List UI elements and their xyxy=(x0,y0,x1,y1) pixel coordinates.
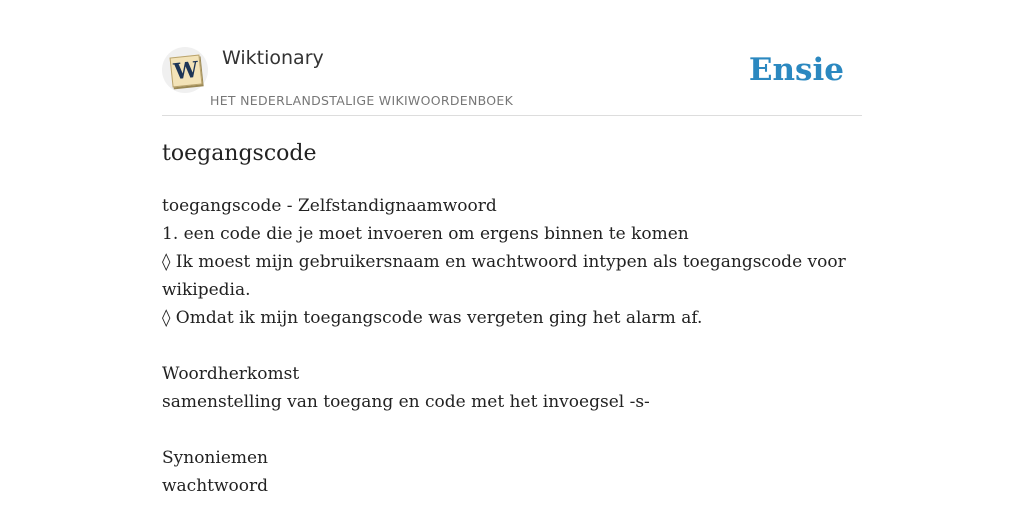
etymology-label: Woordherkomst xyxy=(162,364,300,384)
entry-title: toegangscode xyxy=(162,141,317,166)
entry-content xyxy=(162,192,862,500)
site-title[interactable]: Wiktionary xyxy=(222,47,324,69)
spacer xyxy=(162,332,862,360)
synonyms-text: wachtwoord xyxy=(162,476,269,496)
synonyms-label: Synoniemen xyxy=(162,448,269,468)
example-sentence-2: ◊ Omdat ik mijn toegangscode was vergeten ging het alarm af. xyxy=(162,308,703,328)
entry-heading: toegangscode - Zelfstandignaamwoord xyxy=(162,196,497,216)
example-sentence-1: ◊ Ik moest mijn gebruikersnaam en wachtwoord intypen als toegangscode voor wikipedia. xyxy=(162,252,846,300)
definition: 1. een code die je moet invoeren om ergens binnen te komen xyxy=(162,224,689,244)
wiktionary-logo-icon: W xyxy=(170,55,203,88)
wiktionary-logo[interactable] xyxy=(162,47,208,93)
etymology-text: samenstelling van toegang en code met het invoegsel -s- xyxy=(162,392,650,412)
ensie-brand-link[interactable]: Ensie xyxy=(748,52,844,88)
site-subtitle: HET NEDERLANDSTALIGE WIKIWOORDENBOEK xyxy=(210,93,514,108)
spacer xyxy=(162,416,862,444)
site-header xyxy=(162,40,862,116)
